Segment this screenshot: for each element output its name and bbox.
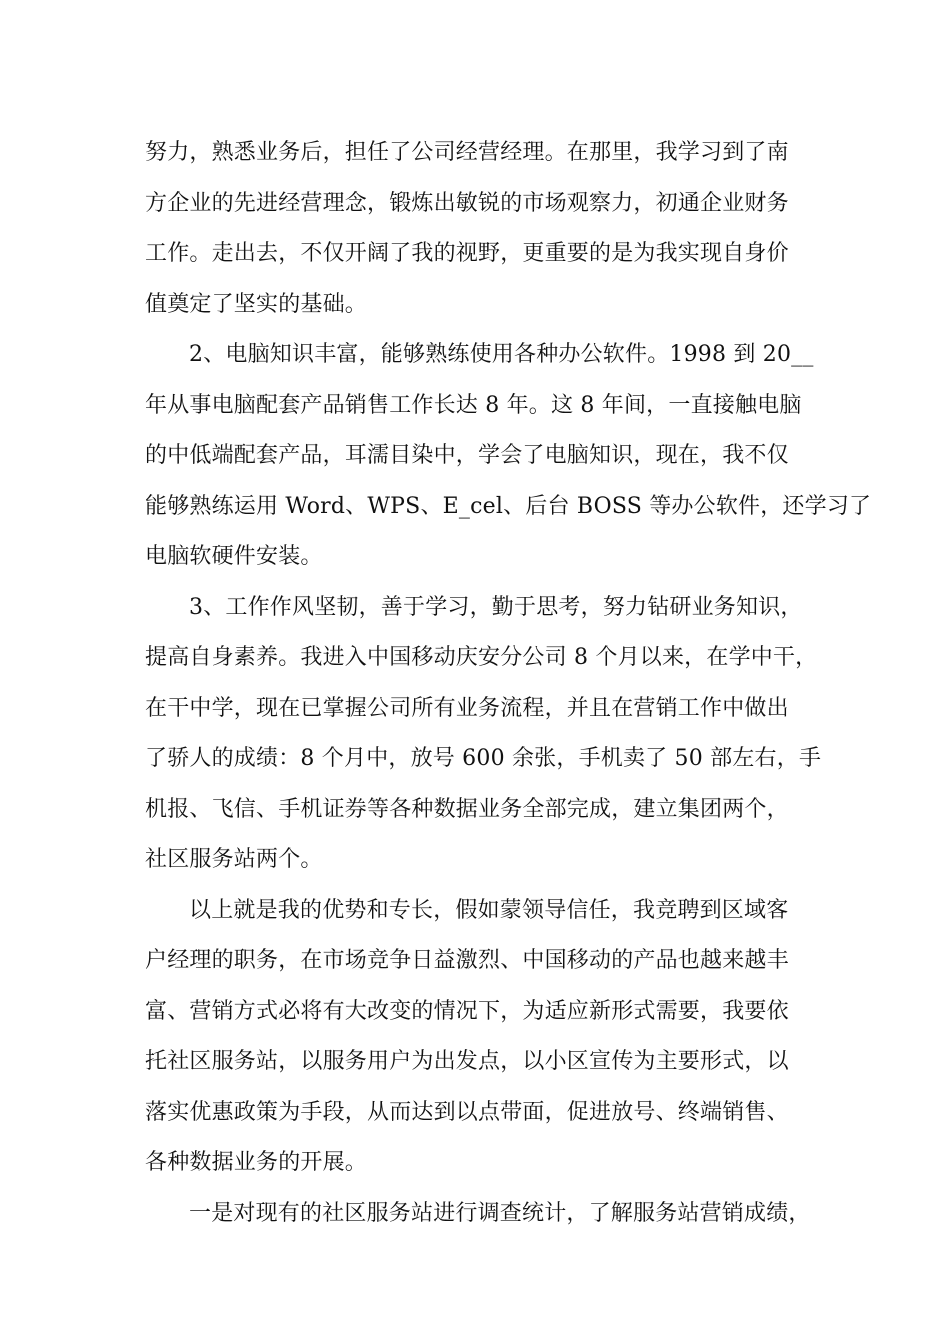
document-body [145,128,872,1239]
text-line: 以上就是我的优势和专长，假如蒙领导信任，我竞聘到区域客 [189,897,789,923]
text-line: 富、营销方式必将有大改变的情况下，为适应新形式需要，我要依 [145,998,789,1024]
text-line: 2、电脑知识丰富，能够熟练使用各种办公软件。1998 到 20__ [189,342,814,367]
text-line: 能够熟练运用 Word、WPS、E_cel、后台 BOSS 等办公软件，还学习了 [145,493,872,519]
paragraph-5 [145,1189,835,1240]
text-line: 社区服务站两个。 [145,847,323,872]
text-line: 的中低端配套产品，耳濡目染中，学会了电脑知识，现在，我不仅 [145,443,789,468]
paragraph-4 [145,886,835,1189]
text-line: 3、工作作风坚韧，善于学习，勤于思考，努力钻研业务知识， [189,594,803,620]
paragraph-3 [145,583,835,886]
text-line: 在干中学，现在已掌握公司所有业务流程，并且在营销工作中做出 [145,695,789,721]
paragraph-2 [145,330,872,583]
text-line: 托社区服务站，以服务用户为出发点，以小区宣传为主要形式，以 [145,1049,789,1074]
text-line: 一是对现有的社区服务站进行调查统计，了解服务站营销成绩， [189,1200,811,1226]
text-line: 工作。走出去，不仅开阔了我的视野，更重要的是为我实现自身价 [145,241,789,266]
text-line: 年从事电脑配套产品销售工作长达 8 年。这 8 年间，一直接触电脑 [145,392,802,418]
text-line: 户经理的职务，在市场竞争日益激烈、中国移动的产品也越来越丰 [145,948,789,973]
text-line: 了骄人的成绩：8 个月中，放号 600 余张，手机卖了 50 部左右，手 [145,746,822,771]
text-line: 值奠定了坚实的基础。 [145,291,368,317]
text-line: 落实优惠政策为手段，从而达到以点带面，促进放号、终端销售、 [145,1099,789,1125]
text-line: 电脑软硬件安装。 [145,544,323,569]
text-line: 提高自身素养。我进入中国移动庆安分公司 8 个月以来，在学中干， [145,645,818,670]
text-line: 机报、飞信、手机证券等各种数据业务全部完成，建立集团两个， [145,796,789,822]
text-line: 努力，熟悉业务后，担任了公司经营经理。在那里，我学习到了南 [145,140,789,165]
text-line: 各种数据业务的开展。 [145,1150,368,1175]
text-line: 方企业的先进经营理念，锻炼出敏锐的市场观察力，初通企业财务 [145,190,789,216]
paragraph-1 [145,128,835,330]
